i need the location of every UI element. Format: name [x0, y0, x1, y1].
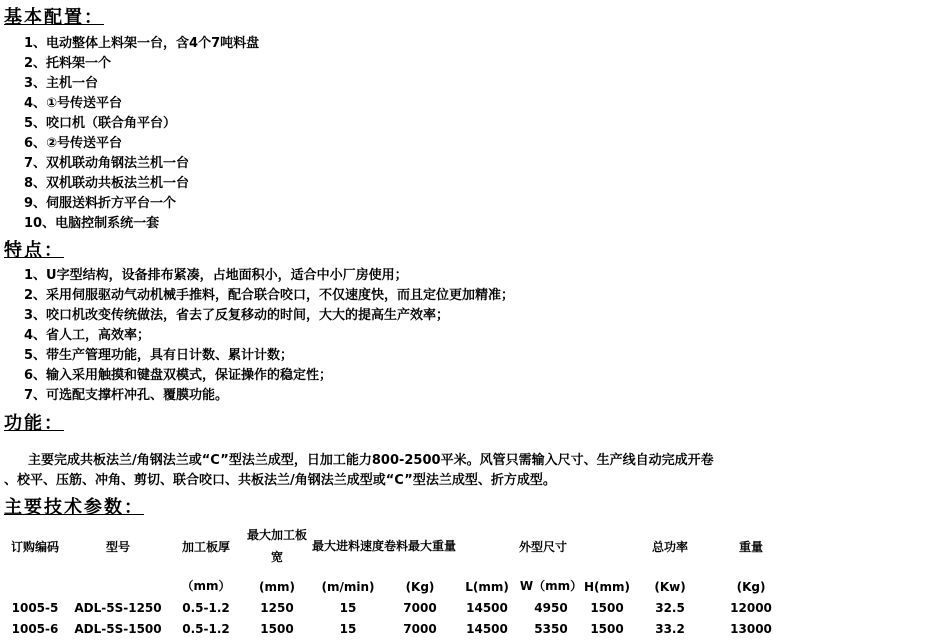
list-item: 5、带生产管理功能，具有日计数、累计计数； — [24, 348, 294, 363]
cell-total-power: 33.2 — [655, 621, 685, 636]
list-item: 8、双机联动共板法兰机一台 — [24, 176, 190, 191]
unit-total-power: (Kw) — [654, 580, 686, 594]
unit-empty — [4, 568, 66, 597]
specs-heading: 主要技术参数： — [4, 497, 144, 518]
cell-order-no: 1005-5 — [11, 600, 59, 615]
list-item: 3、咬口机改变传统做法，省去了反复移动的时间，大大的提高生产效率； — [24, 308, 450, 323]
cell-max-speed: 15 — [339, 621, 357, 636]
basic-config-list — [24, 34, 259, 234]
cell-height: 1500 — [590, 621, 624, 636]
col-header-model: 型号 — [105, 539, 130, 554]
list-item: 7、可选配支撑杆冲孔、覆膜功能。 — [24, 388, 229, 403]
unit-max-speed: (m/min) — [321, 580, 375, 594]
list-item: 10、电脑控制系统一套 — [24, 216, 160, 231]
unit-max-width: (mm) — [259, 580, 295, 594]
cell-order-no: 1005-6 — [11, 621, 59, 636]
list-item: 1、U字型结构，设备排布紧凑，占地面积小，适合中小厂房使用； — [24, 268, 408, 283]
specs-table — [4, 524, 792, 639]
unit-empty — [66, 568, 170, 597]
cell-model: ADL-5S-1250 — [74, 600, 162, 615]
function-line-2: 、校平、压筋、冲角、剪切、联合咬口、共板法兰/角钢法兰成型或“C”型法兰成型、折方成型。 — [4, 473, 556, 488]
unit-width: W（mm） — [519, 579, 583, 593]
function-line-1: 主要完成共板法兰/角钢法兰或“C”型法兰成型，日加工能力800-2500平米。风管只需输入尺寸、生产线自动完成开卷 — [28, 453, 714, 468]
cell-total-power: 32.5 — [655, 600, 685, 615]
cell-length: 14500 — [466, 600, 508, 615]
cell-thickness: 0.5-1.2 — [182, 621, 230, 636]
list-item: 5、咬口机（联合角平台） — [24, 116, 177, 131]
unit-max-coil-weight: (Kg) — [405, 580, 435, 594]
cell-max-coil-weight: 7000 — [403, 621, 437, 636]
col-header-thickness: 加工板厚 — [181, 539, 230, 554]
col-header-total-power: 总功率 — [652, 539, 689, 554]
list-item: 4、①号传送平台 — [24, 96, 123, 111]
cell-weight: 13000 — [730, 621, 772, 636]
table-header-row — [4, 524, 792, 568]
cell-height: 1500 — [590, 600, 624, 615]
list-item: 3、主机一台 — [24, 76, 99, 91]
cell-length: 14500 — [466, 621, 508, 636]
features-heading: 特点： — [4, 240, 64, 261]
col-header-max-width: 最大加工板宽 — [246, 528, 307, 564]
col-header-order-no: 订购编码 — [10, 539, 59, 554]
col-header-max-coil-weight: 卷料最大重量 — [384, 539, 457, 553]
list-item: 9、伺服送料折方平台一个 — [24, 196, 177, 211]
table-unit-row — [4, 568, 792, 597]
cell-width: 5350 — [534, 621, 568, 636]
cell-max-width: 1250 — [260, 600, 294, 615]
list-item: 2、托料架一个 — [24, 56, 112, 71]
basic-config-heading: 基本配置： — [4, 7, 104, 28]
features-list — [24, 266, 514, 406]
cell-thickness: 0.5-1.2 — [182, 600, 230, 615]
list-item: 7、双机联动角钢法兰机一台 — [24, 156, 190, 171]
table-row — [4, 597, 792, 618]
function-heading: 功能： — [4, 413, 64, 434]
cell-max-coil-weight: 7000 — [403, 600, 437, 615]
unit-length: L(mm) — [465, 580, 509, 594]
unit-height: H(mm) — [584, 580, 631, 594]
cell-width: 4950 — [534, 600, 568, 615]
col-header-max-speed: 最大进料速度 — [312, 539, 385, 553]
col-header-dimensions: 外型尺寸 — [519, 539, 568, 554]
list-item: 1、电动整体上料架一台，含4个7吨料盘 — [24, 36, 260, 51]
cell-max-speed: 15 — [339, 600, 357, 615]
cell-model: ADL-5S-1500 — [74, 621, 162, 636]
cell-weight: 12000 — [730, 600, 772, 615]
list-item: 6、输入采用触摸和键盘双模式，保证操作的稳定性； — [24, 368, 333, 383]
table-row — [4, 618, 792, 639]
list-item: 4、省人工，高效率； — [24, 328, 151, 343]
unit-weight: (Kg) — [736, 580, 766, 594]
list-item: 2、采用伺服驱动气动机械手推料，配合联合咬口，不仅速度快，而且定位更加精准； — [24, 288, 515, 303]
cell-max-width: 1500 — [260, 621, 294, 636]
col-header-weight: 重量 — [739, 539, 764, 554]
list-item: 6、②号传送平台 — [24, 136, 123, 151]
unit-thickness: （mm） — [181, 579, 231, 593]
